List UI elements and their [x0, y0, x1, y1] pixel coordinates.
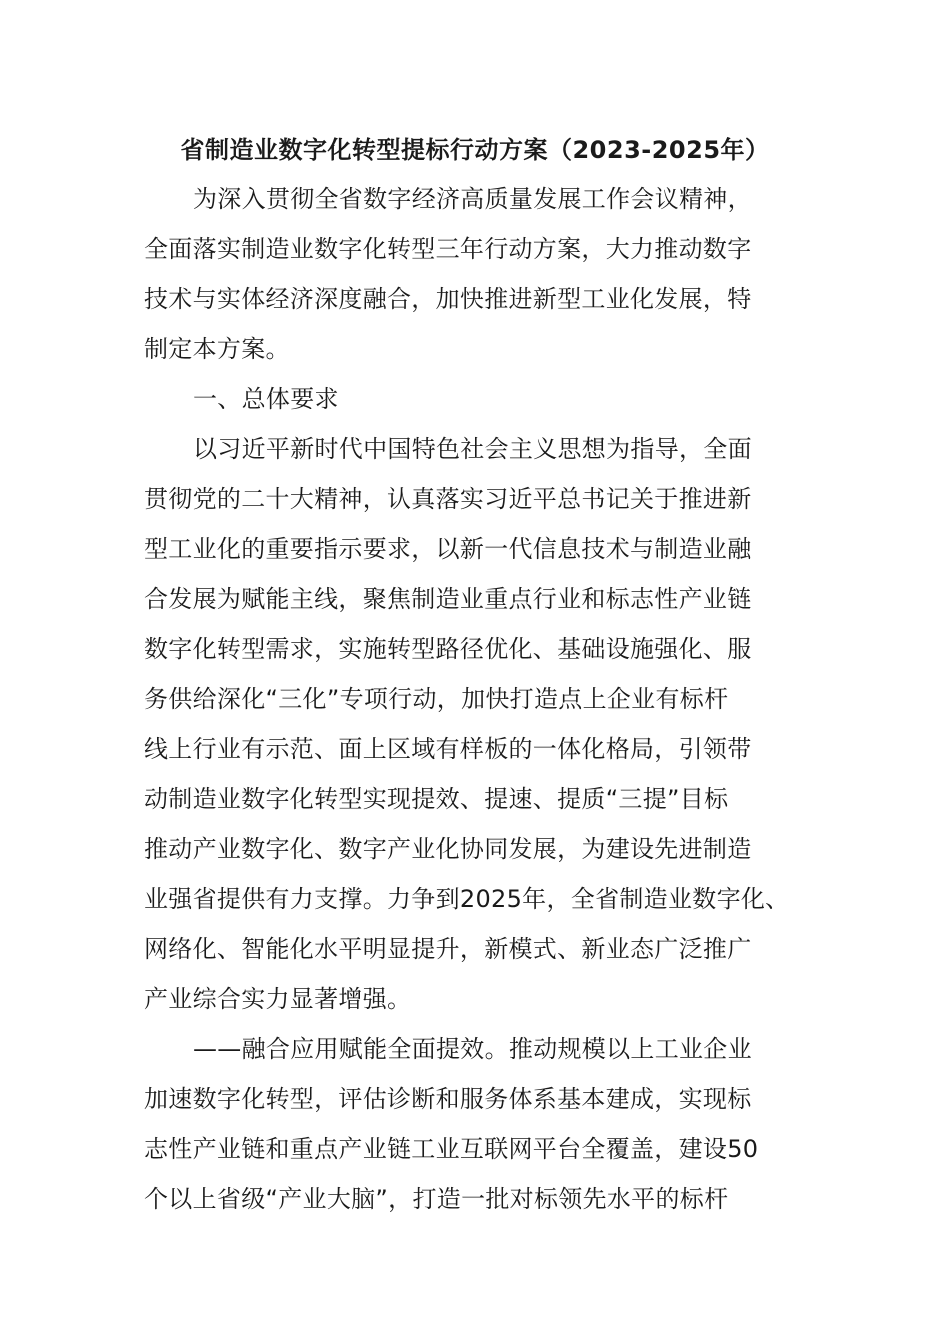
paragraph-line: 合发展为赋能主线，聚焦制造业重点行业和标志性产业链	[144, 585, 752, 613]
paragraph-line: 型工业化的重要指示要求，以新一代信息技术与制造业融	[144, 535, 752, 563]
paragraph-line: 个以上省级“产业大脑”，打造一批对标领先水平的标杆	[144, 1185, 729, 1213]
paragraph-line: 以习近平新时代中国特色社会主义思想为指导，全面	[193, 435, 752, 463]
paragraph-line: 业强省提供有力支撑。力争到2025年，全省制造业数字化、	[144, 885, 790, 913]
section-heading: 一、总体要求	[193, 385, 339, 413]
paragraph-line: 贯彻党的二十大精神，认真落实习近平总书记关于推进新	[144, 485, 752, 513]
paragraph-line: 数字化转型需求，实施转型路径优化、基础设施强化、服	[144, 635, 752, 663]
paragraph-line: ——融合应用赋能全面提效。推动规模以上工业企业	[193, 1035, 752, 1063]
paragraph-line: 加速数字化转型，评估诊断和服务体系基本建成，实现标	[144, 1085, 752, 1113]
paragraph-line: 动制造业数字化转型实现提效、提速、提质“三提”目标	[144, 785, 729, 813]
paragraph-line: 制定本方案。	[144, 335, 290, 363]
paragraph-line: 务供给深化“三化”专项行动，加快打造点上企业有标杆	[144, 685, 729, 713]
paragraph-line: 志性产业链和重点产业链工业互联网平台全覆盖，建设50	[144, 1135, 759, 1163]
paragraph-line: 技术与实体经济深度融合，加快推进新型工业化发展，特	[144, 285, 752, 313]
document-title: 省制造业数字化转型提标行动方案（2023-2025年）	[180, 136, 770, 164]
paragraph-line: 线上行业有示范、面上区域有样板的一体化格局，引领带	[144, 735, 752, 763]
paragraph-line: 推动产业数字化、数字产业化协同发展，为建设先进制造	[144, 835, 752, 863]
paragraph-line: 产业综合实力显著增强。	[144, 985, 412, 1013]
paragraph-line: 全面落实制造业数字化转型三年行动方案，大力推动数字	[144, 235, 752, 263]
paragraph-line: 网络化、智能化水平明显提升，新模式、新业态广泛推广	[144, 935, 752, 963]
paragraph-line: 为深入贯彻全省数字经济高质量发展工作会议精神，	[193, 185, 752, 213]
